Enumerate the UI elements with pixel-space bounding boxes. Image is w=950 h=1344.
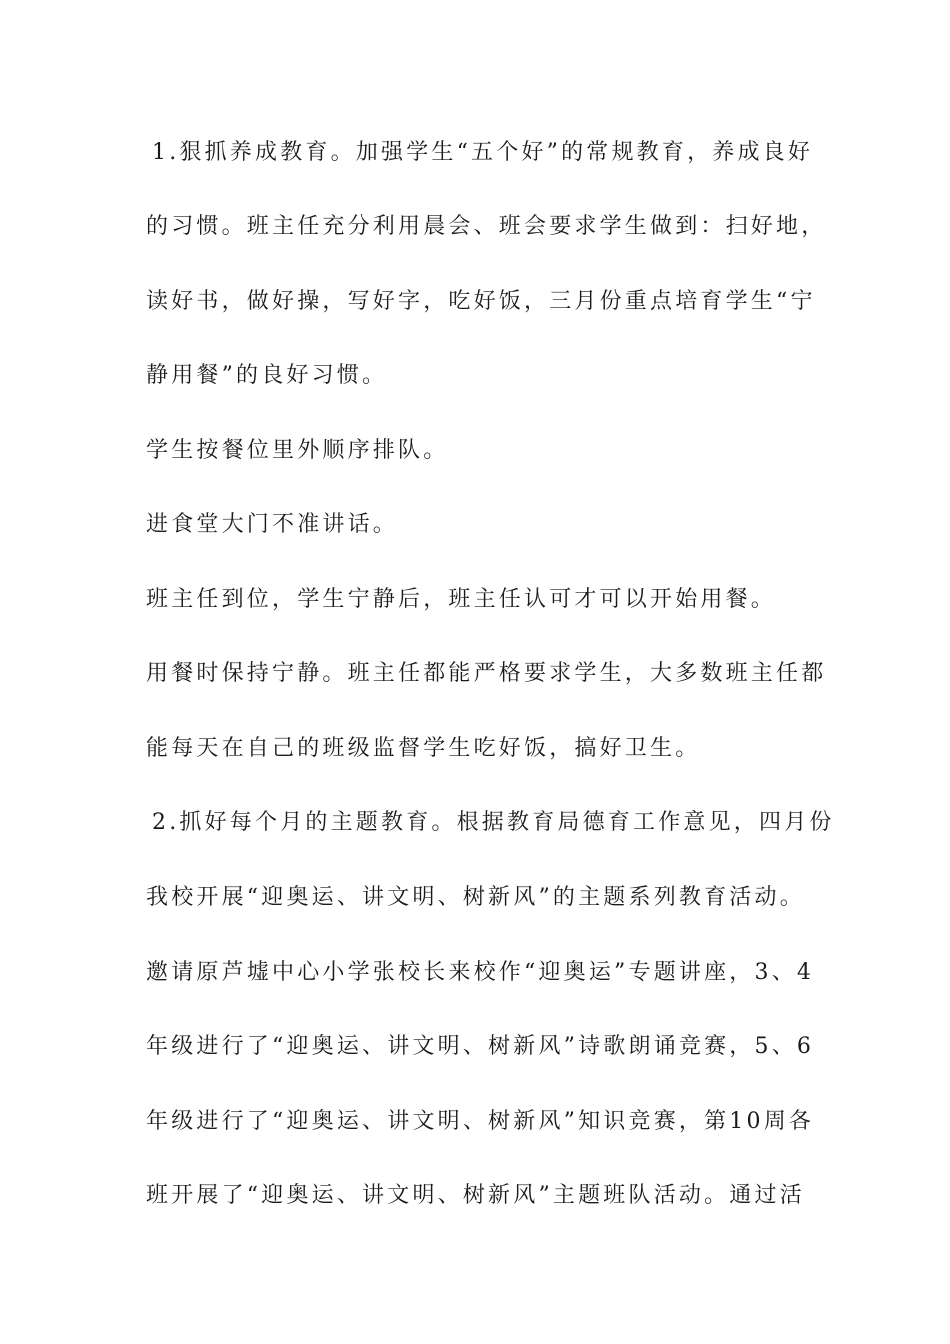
paragraph-line: 的习惯。班主任充分利用晨会、班会要求学生做到：扫好地， xyxy=(146,214,827,239)
paragraph-line: 学生按餐位里外顺序排队。 xyxy=(146,438,449,463)
paragraph-line: 班主任到位，学生宁静后，班主任认可才可以开始用餐。 xyxy=(146,587,777,612)
paragraph-line: 用餐时保持宁静。班主任都能严格要求学生，大多数班主任都 xyxy=(146,661,827,686)
paragraph-line: 2.抓好每个月的主题教育。根据教育局德育工作意见，四月份 xyxy=(152,810,835,835)
paragraph-line: 我校开展“迎奥运、讲文明、树新风”的主题系列教育活动。 xyxy=(146,885,805,910)
paragraph-line: 班开展了“迎奥运、讲文明、树新风”主题班队活动。通过活 xyxy=(146,1183,805,1208)
paragraph-line: 年级进行了“迎奥运、讲文明、树新风”知识竞赛，第10周各 xyxy=(146,1109,815,1134)
paragraph-line: 静用餐”的良好习惯。 xyxy=(146,363,388,388)
paragraph-line: 年级进行了“迎奥运、讲文明、树新风”诗歌朗诵竞赛，5、6 xyxy=(146,1034,815,1059)
paragraph-line: 邀请原芦墟中心小学张校长来校作“迎奥运”专题讲座，3、4 xyxy=(146,960,815,985)
paragraph-line: 进食堂大门不准讲话。 xyxy=(146,512,399,537)
paragraph-line: 读好书，做好操，写好字，吃好饭，三月份重点培育学生“宁 xyxy=(146,289,816,314)
paragraph-line: 1.狠抓养成教育。加强学生“五个好”的常规教育，养成良好 xyxy=(152,140,814,165)
paragraph-line: 能每天在自己的班级监督学生吃好饭，搞好卫生。 xyxy=(146,736,701,761)
